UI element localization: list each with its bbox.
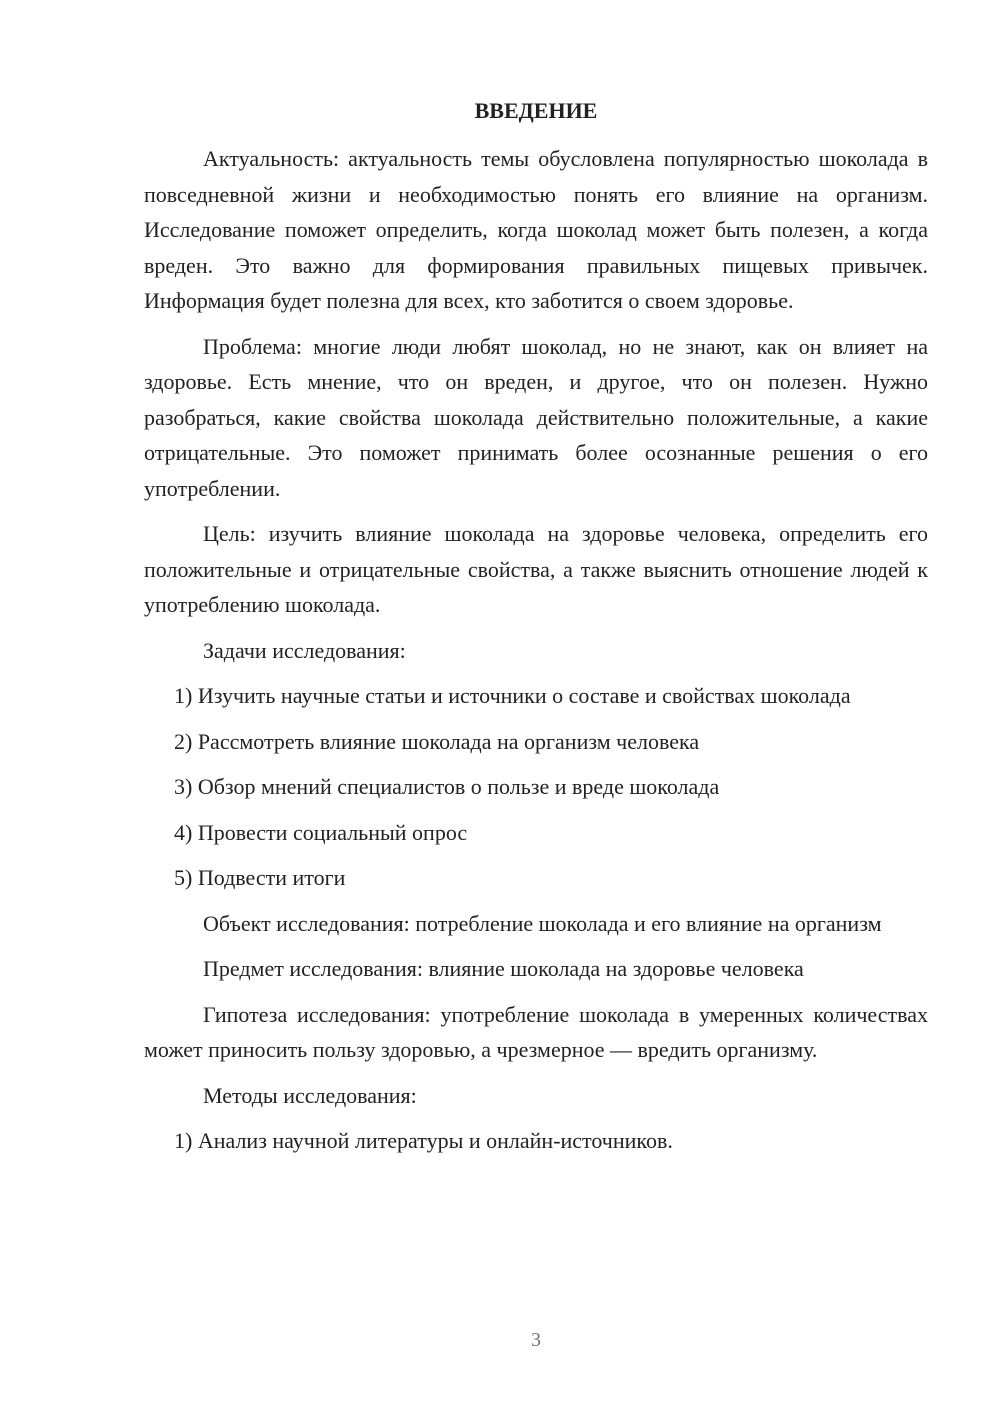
task-item: 2) Рассмотреть влияние шоколада на организм человека bbox=[174, 728, 700, 754]
task-list bbox=[144, 678, 928, 896]
problem-paragraph: Проблема: многие люди любят шоколад, но не знают, как он влияет на здоровье. Есть мнение, что он вреден, и другое, что он полезен. Нужно разобраться, какие свойства шоколада действительно положительные, а какие отрицательные. Это поможет принимать более осознанные решения о его употреблении. bbox=[144, 333, 928, 501]
hypothesis-paragraph: Гипотеза исследования: употребление шоколада в умеренных количествах может приносить пользу здоровью, а чрезмерное — вредить организму. bbox=[144, 1001, 928, 1062]
section-title: ВВЕДЕНИЕ bbox=[474, 98, 598, 123]
method-item: 1) Анализ научной литературы и онлайн-источников. bbox=[174, 1128, 673, 1153]
task-item: 5) Подвести итоги bbox=[174, 865, 346, 890]
methods-heading: Методы исследования: bbox=[203, 1082, 417, 1108]
page-content bbox=[144, 95, 928, 1169]
method-list bbox=[144, 1123, 928, 1159]
subject-paragraph: Предмет исследования: влияние шоколада на здоровье человека bbox=[203, 956, 804, 981]
task-item: 3) Обзор мнений специалистов о пользе и вреде шоколада bbox=[174, 774, 720, 799]
relevance-paragraph: Актуальность: актуальность темы обусловлена популярностью шоколада в повседневной жизни и необходимостью понять его влияние на организм. Исследование поможет определить, когда шоколад может быть полезен, а когда вреден. Это важно для формирования правильных пищевых привычек. Информация будет полезна для всех, кто заботится о своем здоровье. bbox=[144, 146, 928, 313]
page-number: 3 bbox=[531, 1329, 541, 1351]
goal-paragraph: Цель: изучить влияние шоколада на здоровье человека, определить его положительные и отрицательные свойства, а также выяснить отношение людей к употреблению шоколада. bbox=[144, 521, 928, 617]
object-paragraph: Объект исследования: потребление шоколада и его влияние на организм bbox=[203, 910, 882, 936]
task-item: 4) Провести социальный опрос bbox=[174, 819, 468, 845]
task-item: 1) Изучить научные статьи и источники о составе и свойствах шоколада bbox=[174, 683, 851, 708]
tasks-heading: Задачи исследования: bbox=[203, 637, 406, 663]
